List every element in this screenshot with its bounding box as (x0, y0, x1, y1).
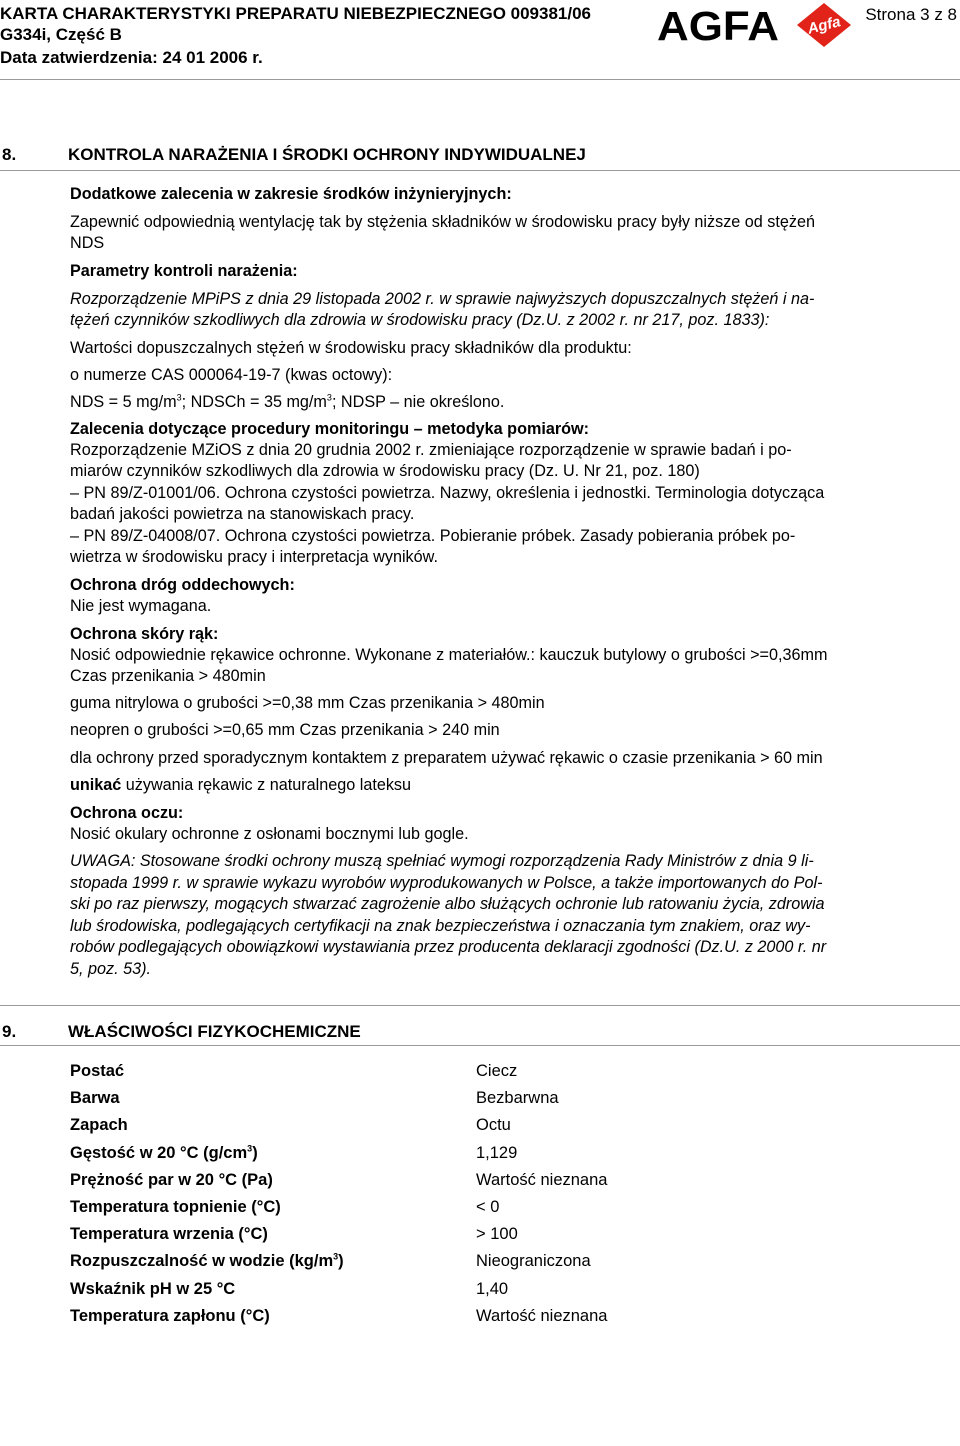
note-text-line: robów podlegających obowiązkowi wystawiania przez producenta deklaracji zgodności (Dz.U. z 2000 r. nr (70, 938, 827, 956)
ndsch-value: ; NDSCh = 35 mg/m (181, 393, 327, 411)
property-label: Zapach (70, 1116, 128, 1135)
section-8-number: 8. (2, 145, 17, 164)
agfa-rhombus-logo (795, 2, 853, 48)
nds-value: NDS = 5 mg/m (70, 393, 177, 411)
respiratory-protection-heading: Ochrona dróg oddechowych: (70, 576, 295, 594)
property-value: 1,40 (476, 1279, 509, 1298)
engineering-text-line: Zapewnić odpowiednią wentylację tak by stężenia składników w środowisku pracy były niższe od stężeń (70, 213, 815, 231)
property-label: Temperatura topnienie (°C) (70, 1198, 281, 1216)
section-9-number: 9. (2, 1022, 17, 1041)
section-8-title: KONTROLA NARAŻENIA I ŚRODKI OCHRONY INDYWIDUALNEJ (68, 145, 586, 164)
engineering-text-line: NDS (70, 234, 105, 252)
property-label: Barwa (70, 1089, 120, 1108)
skin-protection-text-line: Czas przenikania > 480min (70, 667, 266, 685)
section-9-top-divider (0, 1005, 960, 1006)
agfa-rhombus-text: Agfa (805, 13, 843, 38)
monitoring-heading: Zalecenia dotyczące procedury monitoringu – metodyka pomiarów: (70, 420, 590, 438)
note-text-line: UWAGA: Stosowane środki ochrony muszą spełniać wymogi rozporządzenia Rady Ministrów z dnia 9 li- (70, 852, 814, 870)
skin-protection-heading: Ochrona skóry rąk: (70, 625, 219, 643)
property-value: 1,129 (476, 1143, 518, 1162)
note-text-line: lub środowiska, podlegających certyfikacji na znak bezpieczeństwa i oznaczania tym znakiem, oraz wy- (70, 917, 811, 935)
unit-superscript: 3 (333, 1251, 339, 1262)
skin-protection-text-line: guma nitrylowa o grubości >=0,38 mm Czas przenikania > 480min (70, 694, 545, 712)
limits-intro: Wartości dopuszczalnych stężeń w środowisku pracy składników dla produktu: (70, 339, 632, 357)
skin-protection-text-line: dla ochrony przed sporadycznym kontaktem z preparatem używać rękawic o czasie przenikania > 60 min (70, 749, 823, 767)
property-label: Prężność par w 20 °C (Pa) (70, 1170, 273, 1189)
section-8-heading (2, 145, 586, 165)
skin-protection-text: używania rękawic z naturalnego lateksu (121, 776, 412, 794)
respiratory-protection-text: Nie jest wymagana. (70, 597, 212, 615)
section-9-heading (2, 1022, 361, 1042)
monitoring-text-line: miarów czynników szkodliwych dla zdrowia w środowisku pracy (Dz. U. Nr 21, poz. 180) (70, 462, 700, 480)
property-value: Wartość nieznana (476, 1170, 608, 1189)
header-divider (0, 79, 960, 80)
property-value: Nieograniczona (476, 1252, 591, 1271)
eye-protection-heading: Ochrona oczu: (70, 804, 184, 822)
ndsp-value: ; NDSP – nie określono. (331, 393, 505, 411)
regulation-text-line: Rozporządzenie MPiPS z dnia 29 listopada 2002 r. w sprawie najwyższych dopuszczalnych stężeń i na- (70, 290, 815, 308)
property-label: Gęstość w 20 °C $(g/cm^3)$ (70, 1143, 258, 1162)
property-label: Wskaźnik pH w 25 °C (70, 1279, 236, 1298)
monitoring-text-line: – PN 89/Z-04008/07. Ochrona czystości powietrza. Pobieranie próbek. Zasady pobierania próbek po- (70, 527, 796, 545)
monitoring-text-line: – PN 89/Z-01001/06. Ochrona czystości powietrza. Nazwy, określenia i jednostki. Terminologia dotycząca (70, 484, 825, 502)
section-9-divider (0, 1045, 960, 1046)
property-value: Ciecz (476, 1062, 518, 1080)
agfa-wordmark-logo (657, 6, 781, 44)
agfa-wordmark-text: AGFA (657, 6, 779, 44)
property-value: Bezbarwna (476, 1089, 559, 1108)
monitoring-text-line: badań jakości powietrza na stanowiskach pracy. (70, 505, 415, 523)
property-value: Octu (476, 1116, 511, 1135)
property-value: > 100 (476, 1225, 518, 1244)
property-label: Temperatura zapłonu (°C) (70, 1306, 270, 1325)
eye-protection-text: Nosić okulary ochronne z osłonami bocznymi lub gogle. (70, 825, 469, 843)
note-text-line: 5, poz. 53). (70, 960, 151, 978)
property-label: Temperatura wrzenia (°C) (70, 1225, 268, 1244)
unit-superscript: 3 (247, 1143, 253, 1154)
property-label: Rozpuszczalność w wodzie $(kg/m^3)$ (70, 1251, 344, 1271)
emphasis-text: unikać (70, 776, 122, 794)
unit-superscript: 3 (176, 392, 182, 403)
skin-protection-text-line: Nosić odpowiednie rękawice ochronne. Wykonane z materiałów.: kauczuk butylowy o grubości >=0,36mm (70, 646, 828, 664)
monitoring-text-line: wietrza w środowisku pracy i interpretacja wyników. (70, 548, 438, 566)
cas-number: o numerze CAS 000064-19-7 (kwas octowy): (70, 366, 393, 384)
skin-protection-text-line: neopren o grubości >=0,65 mm Czas przenikania > 240 min (70, 721, 500, 739)
skin-protection-text-line (70, 775, 950, 796)
property-label: Postać (70, 1062, 125, 1080)
property-value: Wartość nieznana (476, 1306, 608, 1325)
document-title: KARTA CHARAKTERYSTYKI PREPARATU NIEBEZPIECZNEGO 009381/06 (0, 4, 592, 23)
document-code: G334i, Część B (0, 25, 122, 44)
section-9-title: WŁAŚCIWOŚCI FIZYKOCHEMICZNE (68, 1022, 361, 1041)
regulation-text-line: tężeń czynników szkodliwych dla zdrowia w środowisku pracy (Dz.U. z 2002 r. nr 217, poz. 1833): (70, 311, 770, 329)
monitoring-text-line: Rozporządzenie MZiOS z dnia 20 grudnia 2002 r. zmieniające rozporządzenie w sprawie badań i po- (70, 441, 792, 459)
property-value: < 0 (476, 1198, 500, 1216)
engineering-heading: Dodatkowe zalecenia w zakresie środków inżynieryjnych: (70, 185, 512, 203)
section-8-divider (0, 170, 960, 171)
approval-date: Data zatwierdzenia: 24 01 2006 r. (0, 48, 263, 67)
nds-values (70, 392, 950, 413)
parameters-heading: Parametry kontroli narażenia: (70, 262, 298, 280)
note-text-line: stopada 1999 r. w sprawie wykazu wyrobów wyprodukowanych w Polsce, a także importowanych do Pol- (70, 874, 823, 892)
page-number: Strona 3 z 8 (865, 5, 957, 24)
note-text-line: ski po raz pierwszy, mogących stwarzać zagrożenie albo służących ochronie lub ratowaniu życia, zdrowia (70, 895, 825, 913)
unit-superscript: 3 (326, 392, 332, 403)
